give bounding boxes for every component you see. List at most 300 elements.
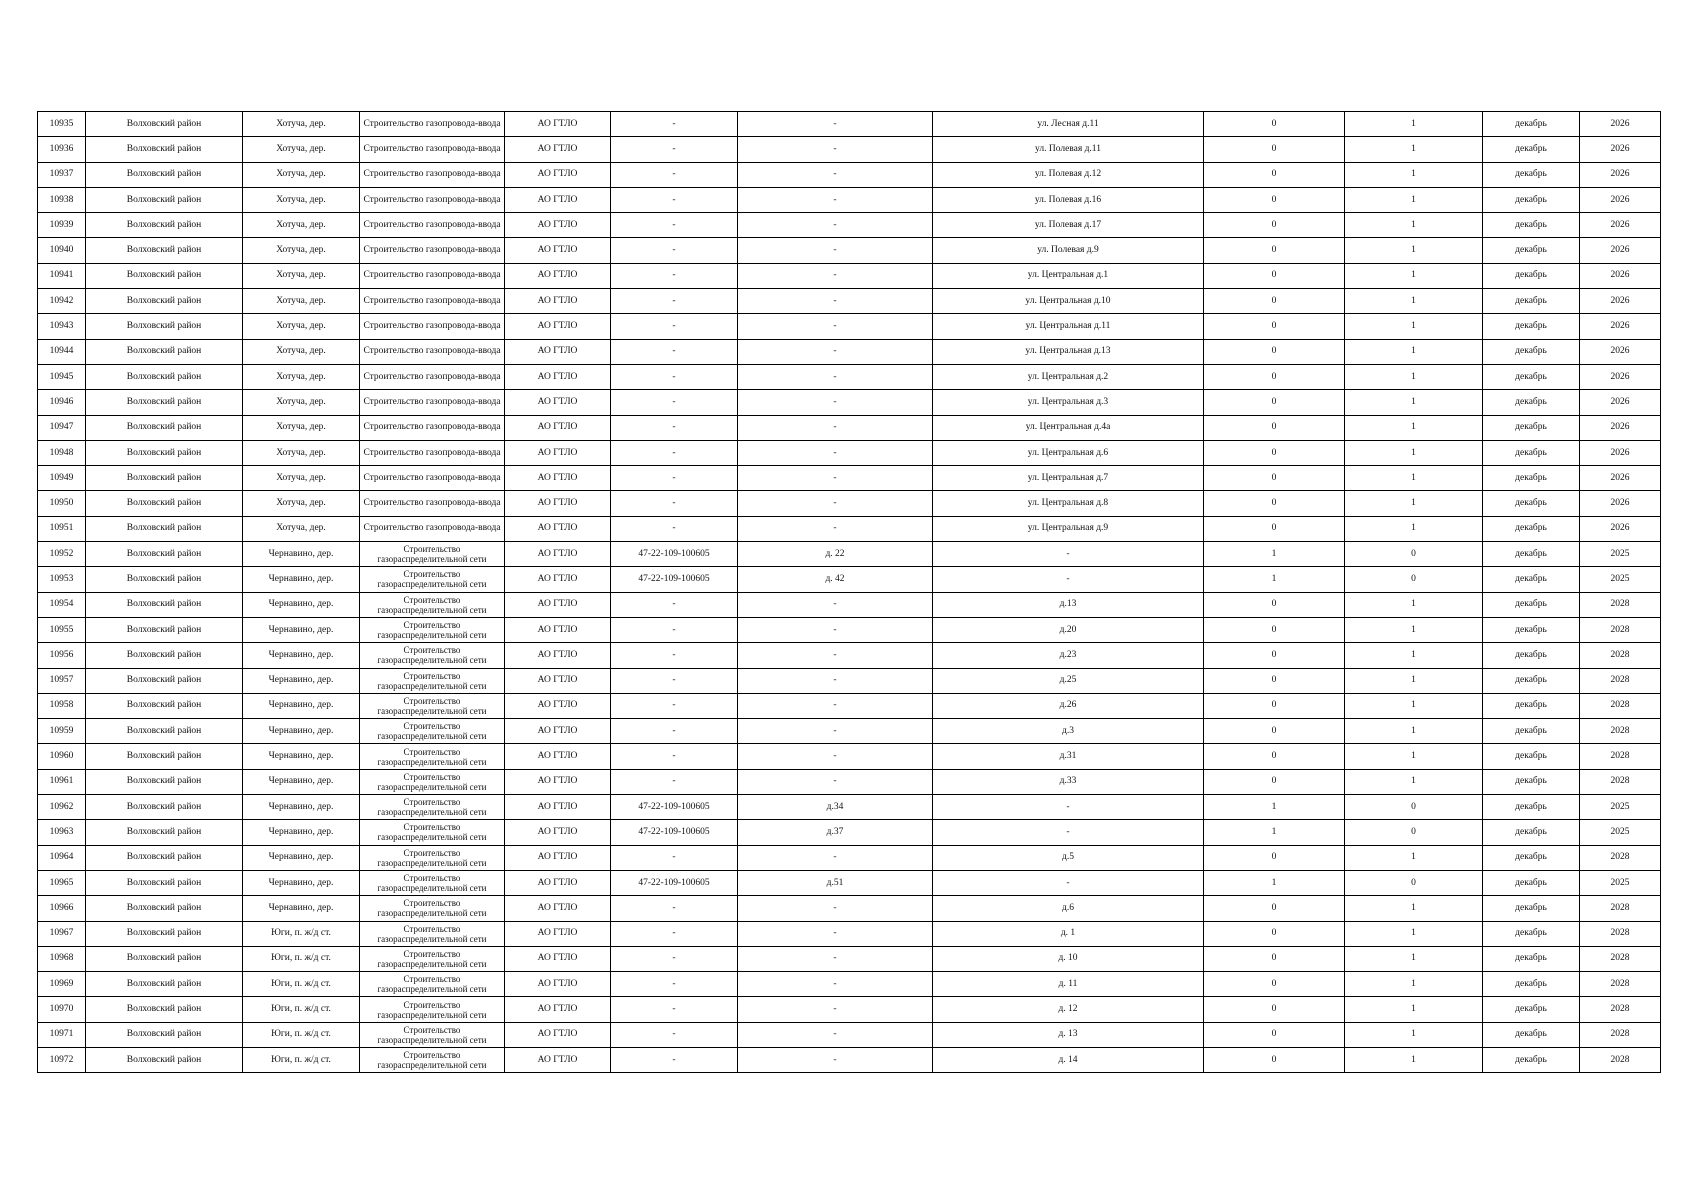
- month-cell: декабрь: [1483, 314, 1580, 339]
- house-number-cell: -: [738, 896, 933, 921]
- address-cell: -: [933, 567, 1204, 592]
- table-row: [38, 466, 1661, 491]
- month-cell: декабрь: [1483, 820, 1580, 845]
- district-cell: Волховский район: [86, 845, 243, 870]
- table-row: [38, 567, 1661, 592]
- district-cell: Волховский район: [86, 896, 243, 921]
- work-type-cell: Строительство газопровода-ввода: [360, 466, 505, 491]
- table-row: [38, 592, 1661, 617]
- settlement-cell: Хотуча, дер.: [243, 187, 360, 212]
- year-cell: 2025: [1580, 795, 1661, 820]
- table-row: [38, 542, 1661, 567]
- table-row: [38, 820, 1661, 845]
- address-cell: ул. Полевая д.16: [933, 187, 1204, 212]
- count-a-cell: 1: [1204, 870, 1345, 895]
- address-cell: -: [933, 820, 1204, 845]
- settlement-cell: Чернавино, дер.: [243, 744, 360, 769]
- month-cell: декабрь: [1483, 440, 1580, 465]
- settlement-cell: Чернавино, дер.: [243, 542, 360, 567]
- month-cell: декабрь: [1483, 112, 1580, 137]
- cadastral-number-cell: -: [611, 491, 738, 516]
- district-cell: Волховский район: [86, 592, 243, 617]
- table-row: [38, 921, 1661, 946]
- district-cell: Волховский район: [86, 466, 243, 491]
- work-type-cell: Строительство газопровода-ввода: [360, 339, 505, 364]
- settlement-cell: Хотуча, дер.: [243, 213, 360, 238]
- district-cell: Волховский район: [86, 744, 243, 769]
- district-cell: Волховский район: [86, 339, 243, 364]
- work-type-cell: Строительство газораспределительной сети: [360, 921, 505, 946]
- cadastral-number-cell: -: [611, 238, 738, 263]
- settlement-cell: Хотуча, дер.: [243, 339, 360, 364]
- house-number-cell: -: [738, 238, 933, 263]
- count-b-cell: 1: [1345, 390, 1483, 415]
- year-cell: 2026: [1580, 289, 1661, 314]
- work-type-cell: Строительство газопровода-ввода: [360, 187, 505, 212]
- house-number-cell: -: [738, 213, 933, 238]
- month-cell: декабрь: [1483, 339, 1580, 364]
- work-type-cell: Строительство газораспределительной сети: [360, 542, 505, 567]
- district-cell: Волховский район: [86, 719, 243, 744]
- district-cell: Волховский район: [86, 415, 243, 440]
- count-b-cell: 1: [1345, 769, 1483, 794]
- settlement-cell: Юги, п. ж/д ст.: [243, 946, 360, 971]
- organization-cell: АО ГТЛО: [505, 415, 611, 440]
- organization-cell: АО ГТЛО: [505, 314, 611, 339]
- organization-cell: АО ГТЛО: [505, 466, 611, 491]
- house-number-cell: -: [738, 491, 933, 516]
- year-cell: 2026: [1580, 516, 1661, 541]
- row-number-cell: 10968: [38, 946, 86, 971]
- count-b-cell: 1: [1345, 617, 1483, 642]
- work-type-cell: Строительство газораспределительной сети: [360, 1047, 505, 1072]
- house-number-cell: -: [738, 693, 933, 718]
- count-b-cell: 0: [1345, 820, 1483, 845]
- month-cell: декабрь: [1483, 1047, 1580, 1072]
- year-cell: 2028: [1580, 845, 1661, 870]
- row-number-cell: 10942: [38, 289, 86, 314]
- count-a-cell: 0: [1204, 364, 1345, 389]
- table-row: [38, 213, 1661, 238]
- row-number-cell: 10956: [38, 643, 86, 668]
- row-number-cell: 10962: [38, 795, 86, 820]
- year-cell: 2028: [1580, 744, 1661, 769]
- district-cell: Волховский район: [86, 263, 243, 288]
- year-cell: 2026: [1580, 187, 1661, 212]
- organization-cell: АО ГТЛО: [505, 896, 611, 921]
- month-cell: декабрь: [1483, 137, 1580, 162]
- address-cell: ул. Лесная д.11: [933, 112, 1204, 137]
- count-a-cell: 0: [1204, 390, 1345, 415]
- settlement-cell: Хотуча, дер.: [243, 415, 360, 440]
- address-cell: д.25: [933, 668, 1204, 693]
- district-cell: Волховский район: [86, 491, 243, 516]
- house-number-cell: -: [738, 162, 933, 187]
- district-cell: Волховский район: [86, 162, 243, 187]
- settlement-cell: Чернавино, дер.: [243, 795, 360, 820]
- count-a-cell: 0: [1204, 339, 1345, 364]
- year-cell: 2026: [1580, 491, 1661, 516]
- district-cell: Волховский район: [86, 921, 243, 946]
- work-type-cell: Строительство газопровода-ввода: [360, 263, 505, 288]
- address-cell: -: [933, 542, 1204, 567]
- work-type-cell: Строительство газопровода-ввода: [360, 162, 505, 187]
- organization-cell: АО ГТЛО: [505, 289, 611, 314]
- address-cell: ул. Полевая д.9: [933, 238, 1204, 263]
- count-b-cell: 0: [1345, 567, 1483, 592]
- row-number-cell: 10944: [38, 339, 86, 364]
- address-cell: д.31: [933, 744, 1204, 769]
- month-cell: декабрь: [1483, 769, 1580, 794]
- organization-cell: АО ГТЛО: [505, 213, 611, 238]
- count-a-cell: 0: [1204, 744, 1345, 769]
- organization-cell: АО ГТЛО: [505, 795, 611, 820]
- count-a-cell: 0: [1204, 896, 1345, 921]
- settlement-cell: Чернавино, дер.: [243, 870, 360, 895]
- table-row: [38, 769, 1661, 794]
- row-number-cell: 10946: [38, 390, 86, 415]
- address-cell: д. 10: [933, 946, 1204, 971]
- row-number-cell: 10940: [38, 238, 86, 263]
- cadastral-number-cell: -: [611, 187, 738, 212]
- count-b-cell: 1: [1345, 162, 1483, 187]
- cadastral-number-cell: -: [611, 213, 738, 238]
- month-cell: декабрь: [1483, 845, 1580, 870]
- year-cell: 2025: [1580, 820, 1661, 845]
- settlement-cell: Чернавино, дер.: [243, 820, 360, 845]
- address-cell: ул. Полевая д.17: [933, 213, 1204, 238]
- settlement-cell: Хотуча, дер.: [243, 440, 360, 465]
- year-cell: 2026: [1580, 112, 1661, 137]
- table-row: [38, 162, 1661, 187]
- settlement-cell: Чернавино, дер.: [243, 617, 360, 642]
- work-type-cell: Строительство газораспределительной сети: [360, 643, 505, 668]
- month-cell: декабрь: [1483, 415, 1580, 440]
- address-cell: д. 13: [933, 1022, 1204, 1047]
- month-cell: декабрь: [1483, 592, 1580, 617]
- table-row: [38, 187, 1661, 212]
- year-cell: 2028: [1580, 997, 1661, 1022]
- district-cell: Волховский район: [86, 440, 243, 465]
- organization-cell: АО ГТЛО: [505, 491, 611, 516]
- row-number-cell: 10954: [38, 592, 86, 617]
- count-a-cell: 0: [1204, 972, 1345, 997]
- table-row: [38, 289, 1661, 314]
- work-type-cell: Строительство газораспределительной сети: [360, 1022, 505, 1047]
- cadastral-number-cell: -: [611, 112, 738, 137]
- settlement-cell: Чернавино, дер.: [243, 643, 360, 668]
- table-row: [38, 997, 1661, 1022]
- year-cell: 2028: [1580, 668, 1661, 693]
- month-cell: декабрь: [1483, 693, 1580, 718]
- house-number-cell: -: [738, 744, 933, 769]
- address-cell: д. 12: [933, 997, 1204, 1022]
- address-cell: ул. Полевая д.12: [933, 162, 1204, 187]
- work-type-cell: Строительство газопровода-ввода: [360, 364, 505, 389]
- table-row: [38, 263, 1661, 288]
- house-number-cell: -: [738, 769, 933, 794]
- settlement-cell: Чернавино, дер.: [243, 567, 360, 592]
- district-cell: Волховский район: [86, 137, 243, 162]
- count-a-cell: 0: [1204, 769, 1345, 794]
- year-cell: 2026: [1580, 339, 1661, 364]
- house-number-cell: -: [738, 997, 933, 1022]
- cadastral-number-cell: -: [611, 972, 738, 997]
- count-b-cell: 1: [1345, 466, 1483, 491]
- table-row: [38, 617, 1661, 642]
- address-cell: д.33: [933, 769, 1204, 794]
- table-row: [38, 896, 1661, 921]
- cadastral-number-cell: 47-22-109-100605: [611, 820, 738, 845]
- table-row: [38, 972, 1661, 997]
- district-cell: Волховский район: [86, 112, 243, 137]
- table-row: [38, 137, 1661, 162]
- organization-cell: АО ГТЛО: [505, 997, 611, 1022]
- settlement-cell: Юги, п. ж/д ст.: [243, 972, 360, 997]
- row-number-cell: 10957: [38, 668, 86, 693]
- organization-cell: АО ГТЛО: [505, 1047, 611, 1072]
- count-b-cell: 1: [1345, 1047, 1483, 1072]
- work-type-cell: Строительство газопровода-ввода: [360, 516, 505, 541]
- row-number-cell: 10958: [38, 693, 86, 718]
- address-cell: -: [933, 795, 1204, 820]
- house-number-cell: -: [738, 137, 933, 162]
- row-number-cell: 10969: [38, 972, 86, 997]
- organization-cell: АО ГТЛО: [505, 744, 611, 769]
- count-a-cell: 0: [1204, 263, 1345, 288]
- year-cell: 2028: [1580, 719, 1661, 744]
- organization-cell: АО ГТЛО: [505, 921, 611, 946]
- count-a-cell: 0: [1204, 617, 1345, 642]
- cadastral-number-cell: -: [611, 162, 738, 187]
- table-row: [38, 870, 1661, 895]
- settlement-cell: Чернавино, дер.: [243, 896, 360, 921]
- count-a-cell: 1: [1204, 795, 1345, 820]
- work-type-cell: Строительство газораспределительной сети: [360, 693, 505, 718]
- row-number-cell: 10963: [38, 820, 86, 845]
- count-a-cell: 0: [1204, 946, 1345, 971]
- row-number-cell: 10961: [38, 769, 86, 794]
- settlement-cell: Юги, п. ж/д ст.: [243, 1022, 360, 1047]
- work-type-cell: Строительство газораспределительной сети: [360, 820, 505, 845]
- work-type-cell: Строительство газопровода-ввода: [360, 213, 505, 238]
- settlement-cell: Чернавино, дер.: [243, 668, 360, 693]
- district-cell: Волховский район: [86, 769, 243, 794]
- cadastral-number-cell: -: [611, 668, 738, 693]
- cadastral-number-cell: 47-22-109-100605: [611, 870, 738, 895]
- district-cell: Волховский район: [86, 693, 243, 718]
- work-type-cell: Строительство газораспределительной сети: [360, 946, 505, 971]
- year-cell: 2028: [1580, 1047, 1661, 1072]
- count-b-cell: 1: [1345, 719, 1483, 744]
- month-cell: декабрь: [1483, 491, 1580, 516]
- count-b-cell: 1: [1345, 238, 1483, 263]
- count-a-cell: 0: [1204, 921, 1345, 946]
- cadastral-number-cell: -: [611, 693, 738, 718]
- month-cell: декабрь: [1483, 643, 1580, 668]
- count-a-cell: 0: [1204, 466, 1345, 491]
- address-cell: ул. Центральная д.9: [933, 516, 1204, 541]
- count-b-cell: 1: [1345, 516, 1483, 541]
- house-number-cell: д.51: [738, 870, 933, 895]
- house-number-cell: -: [738, 719, 933, 744]
- work-type-cell: Строительство газораспределительной сети: [360, 870, 505, 895]
- table-row: [38, 314, 1661, 339]
- settlement-cell: Чернавино, дер.: [243, 845, 360, 870]
- month-cell: декабрь: [1483, 187, 1580, 212]
- count-b-cell: 1: [1345, 592, 1483, 617]
- address-cell: ул. Центральная д.6: [933, 440, 1204, 465]
- settlement-cell: Чернавино, дер.: [243, 592, 360, 617]
- address-cell: ул. Центральная д.11: [933, 314, 1204, 339]
- month-cell: декабрь: [1483, 668, 1580, 693]
- count-b-cell: 1: [1345, 263, 1483, 288]
- count-a-cell: 0: [1204, 112, 1345, 137]
- month-cell: декабрь: [1483, 946, 1580, 971]
- count-a-cell: 0: [1204, 668, 1345, 693]
- house-number-cell: д.37: [738, 820, 933, 845]
- address-cell: ул. Центральная д.4а: [933, 415, 1204, 440]
- count-a-cell: 0: [1204, 213, 1345, 238]
- year-cell: 2028: [1580, 592, 1661, 617]
- count-b-cell: 1: [1345, 187, 1483, 212]
- house-number-cell: -: [738, 415, 933, 440]
- cadastral-number-cell: -: [611, 314, 738, 339]
- table-row: [38, 643, 1661, 668]
- count-a-cell: 0: [1204, 693, 1345, 718]
- row-number-cell: 10972: [38, 1047, 86, 1072]
- house-number-cell: -: [738, 946, 933, 971]
- address-cell: ул. Центральная д.10: [933, 289, 1204, 314]
- district-cell: Волховский район: [86, 567, 243, 592]
- address-cell: д.6: [933, 896, 1204, 921]
- house-number-cell: -: [738, 972, 933, 997]
- table-row: [38, 946, 1661, 971]
- cadastral-number-cell: -: [611, 415, 738, 440]
- address-cell: ул. Центральная д.7: [933, 466, 1204, 491]
- count-b-cell: 1: [1345, 112, 1483, 137]
- work-type-cell: Строительство газопровода-ввода: [360, 289, 505, 314]
- row-number-cell: 10950: [38, 491, 86, 516]
- year-cell: 2025: [1580, 567, 1661, 592]
- work-type-cell: Строительство газораспределительной сети: [360, 567, 505, 592]
- house-number-cell: -: [738, 845, 933, 870]
- table-body: [38, 112, 1661, 1073]
- table-row: [38, 1047, 1661, 1072]
- count-b-cell: 1: [1345, 1022, 1483, 1047]
- settlement-cell: Хотуча, дер.: [243, 263, 360, 288]
- row-number-cell: 10959: [38, 719, 86, 744]
- address-cell: д.20: [933, 617, 1204, 642]
- organization-cell: АО ГТЛО: [505, 390, 611, 415]
- month-cell: декабрь: [1483, 795, 1580, 820]
- organization-cell: АО ГТЛО: [505, 162, 611, 187]
- row-number-cell: 10943: [38, 314, 86, 339]
- work-type-cell: Строительство газопровода-ввода: [360, 415, 505, 440]
- count-b-cell: 0: [1345, 870, 1483, 895]
- table-row: [38, 845, 1661, 870]
- count-a-cell: 0: [1204, 238, 1345, 263]
- cadastral-number-cell: -: [611, 896, 738, 921]
- row-number-cell: 10949: [38, 466, 86, 491]
- table-row: [38, 1022, 1661, 1047]
- row-number-cell: 10971: [38, 1022, 86, 1047]
- house-number-cell: -: [738, 339, 933, 364]
- table-row: [38, 112, 1661, 137]
- house-number-cell: -: [738, 187, 933, 212]
- count-a-cell: 0: [1204, 1047, 1345, 1072]
- row-number-cell: 10964: [38, 845, 86, 870]
- year-cell: 2028: [1580, 972, 1661, 997]
- cadastral-number-cell: -: [611, 643, 738, 668]
- organization-cell: АО ГТЛО: [505, 592, 611, 617]
- work-type-cell: Строительство газопровода-ввода: [360, 137, 505, 162]
- month-cell: декабрь: [1483, 364, 1580, 389]
- count-b-cell: 1: [1345, 415, 1483, 440]
- district-cell: Волховский район: [86, 617, 243, 642]
- row-number-cell: 10948: [38, 440, 86, 465]
- house-number-cell: -: [738, 921, 933, 946]
- work-type-cell: Строительство газопровода-ввода: [360, 491, 505, 516]
- cadastral-number-cell: -: [611, 137, 738, 162]
- address-cell: ул. Полевая д.11: [933, 137, 1204, 162]
- count-a-cell: 0: [1204, 415, 1345, 440]
- table-row: [38, 693, 1661, 718]
- organization-cell: АО ГТЛО: [505, 719, 611, 744]
- organization-cell: АО ГТЛО: [505, 693, 611, 718]
- month-cell: декабрь: [1483, 289, 1580, 314]
- address-cell: д.23: [933, 643, 1204, 668]
- house-number-cell: -: [738, 592, 933, 617]
- settlement-cell: Хотуча, дер.: [243, 466, 360, 491]
- settlement-cell: Хотуча, дер.: [243, 390, 360, 415]
- count-b-cell: 1: [1345, 289, 1483, 314]
- year-cell: 2026: [1580, 415, 1661, 440]
- count-a-cell: 0: [1204, 845, 1345, 870]
- settlement-cell: Юги, п. ж/д ст.: [243, 921, 360, 946]
- month-cell: декабрь: [1483, 567, 1580, 592]
- year-cell: 2028: [1580, 896, 1661, 921]
- organization-cell: АО ГТЛО: [505, 112, 611, 137]
- year-cell: 2025: [1580, 870, 1661, 895]
- month-cell: декабрь: [1483, 238, 1580, 263]
- work-type-cell: Строительство газопровода-ввода: [360, 238, 505, 263]
- year-cell: 2028: [1580, 946, 1661, 971]
- settlement-cell: Чернавино, дер.: [243, 769, 360, 794]
- count-b-cell: 1: [1345, 339, 1483, 364]
- work-type-cell: Строительство газораспределительной сети: [360, 896, 505, 921]
- count-b-cell: 1: [1345, 668, 1483, 693]
- house-number-cell: -: [738, 1047, 933, 1072]
- row-number-cell: 10937: [38, 162, 86, 187]
- table-row: [38, 390, 1661, 415]
- work-type-cell: Строительство газораспределительной сети: [360, 997, 505, 1022]
- row-number-cell: 10951: [38, 516, 86, 541]
- count-a-cell: 1: [1204, 542, 1345, 567]
- district-cell: Волховский район: [86, 997, 243, 1022]
- organization-cell: АО ГТЛО: [505, 440, 611, 465]
- work-type-cell: Строительство газопровода-ввода: [360, 314, 505, 339]
- cadastral-number-cell: -: [611, 263, 738, 288]
- organization-cell: АО ГТЛО: [505, 263, 611, 288]
- count-a-cell: 0: [1204, 162, 1345, 187]
- count-a-cell: 1: [1204, 567, 1345, 592]
- count-a-cell: 0: [1204, 997, 1345, 1022]
- organization-cell: АО ГТЛО: [505, 542, 611, 567]
- district-cell: Волховский район: [86, 516, 243, 541]
- organization-cell: АО ГТЛО: [505, 187, 611, 212]
- count-b-cell: 1: [1345, 744, 1483, 769]
